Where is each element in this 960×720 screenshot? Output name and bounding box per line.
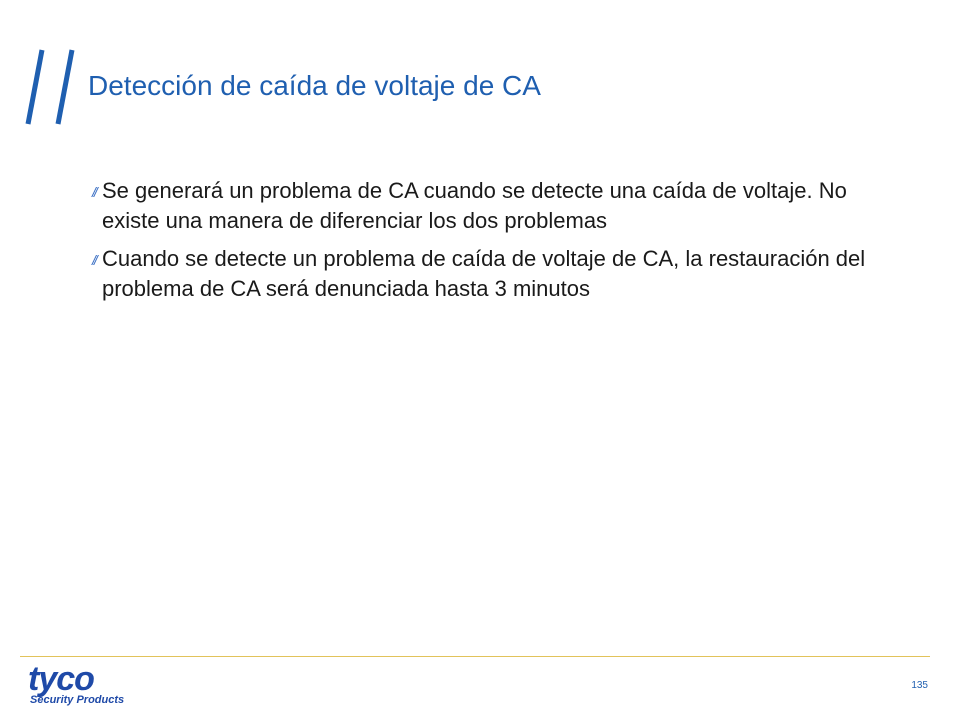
bullet-text: Se generará un problema de CA cuando se detecte una caída de voltaje. No existe una manera de diferenciar los dos problemas bbox=[102, 178, 847, 233]
logo-subtitle: Security Products bbox=[30, 694, 125, 706]
tyco-logo bbox=[22, 660, 172, 710]
bullet-marker-icon: // bbox=[92, 252, 96, 268]
bullet-text: Cuando se detecte un problema de caída de voltaje de CA, la restauración del problema de CA será denunciada hasta 3 minutos bbox=[102, 246, 866, 301]
footer-divider bbox=[20, 656, 930, 657]
slide-title: Detección de caída de voltaje de CA bbox=[88, 70, 541, 101]
bullet-item bbox=[92, 244, 892, 304]
bullet-list bbox=[92, 176, 892, 312]
page-number: 135 bbox=[911, 680, 928, 691]
bullet-marker-icon: // bbox=[92, 184, 96, 200]
logo-wordmark: tyco bbox=[28, 660, 94, 698]
bullet-item bbox=[92, 176, 892, 236]
title-slash-icon bbox=[22, 46, 86, 128]
